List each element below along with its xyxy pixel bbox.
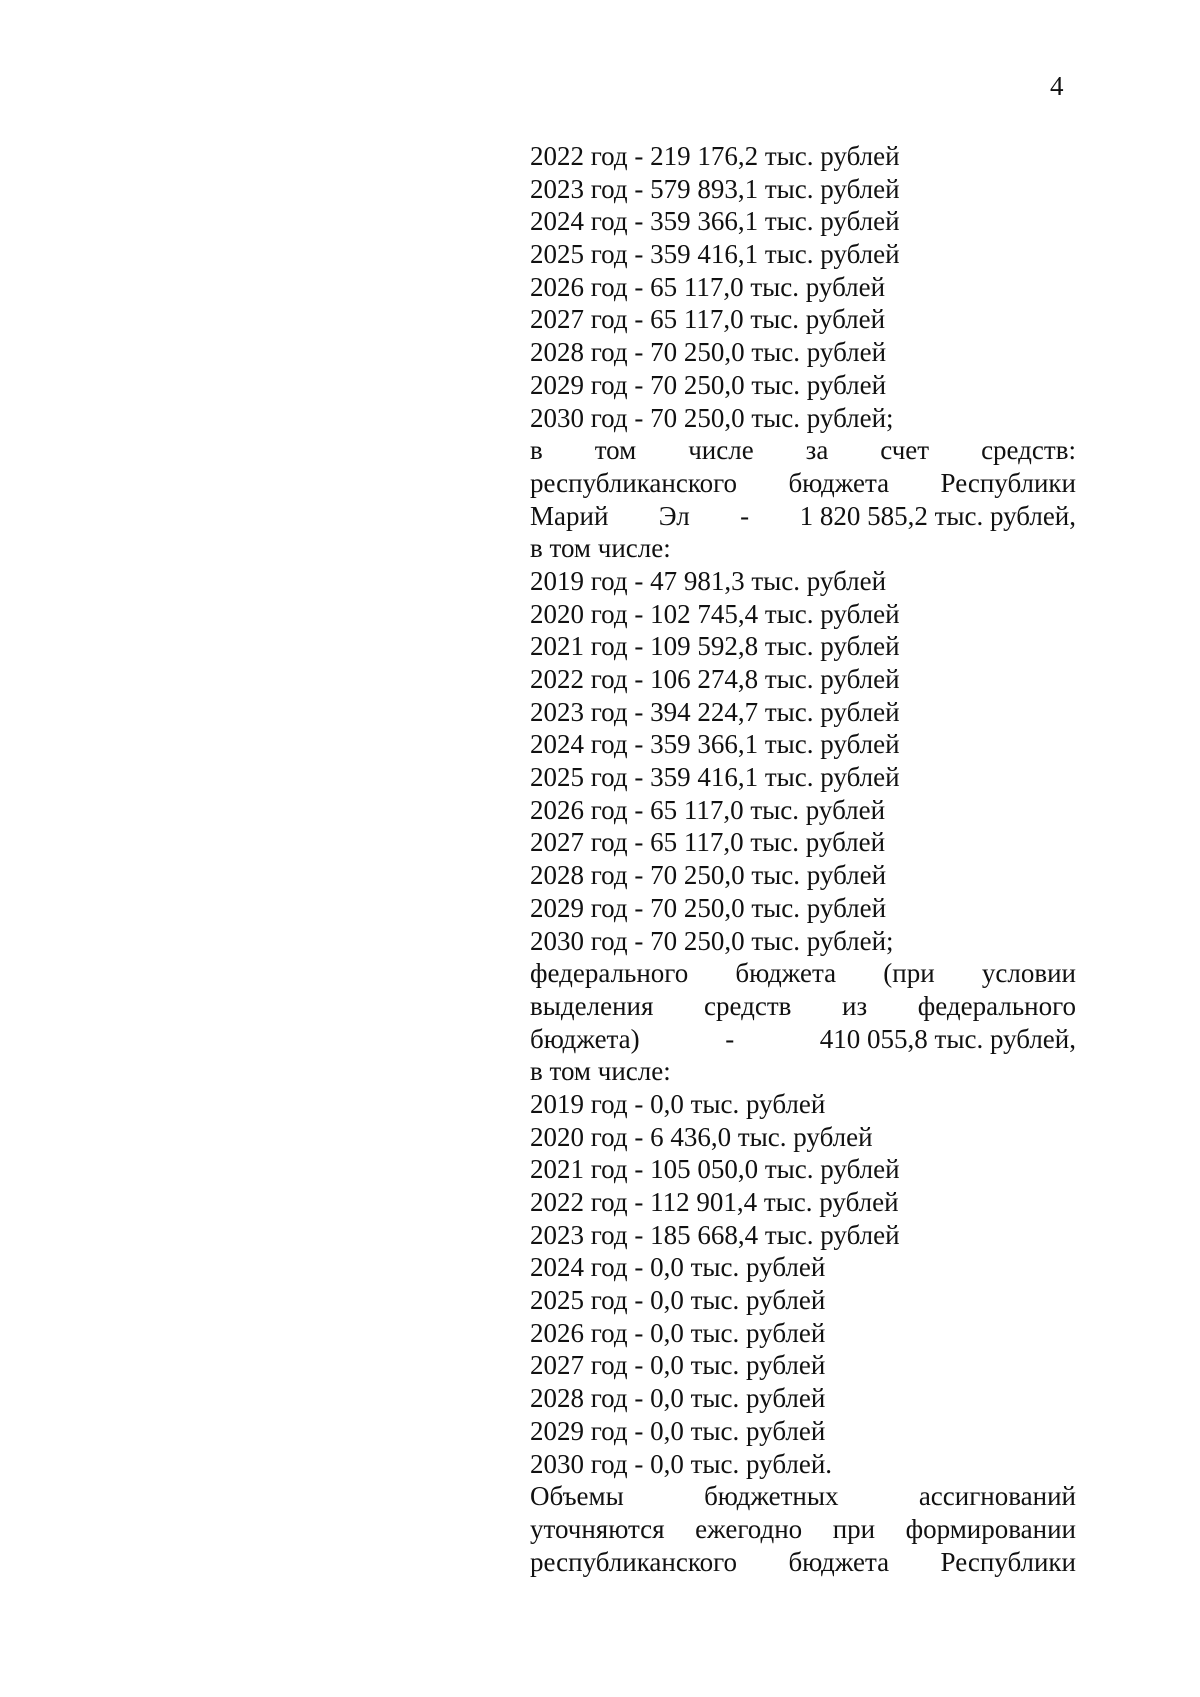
year-line: 2025 год - 0,0 тыс. рублей — [530, 1285, 826, 1316]
year-line: 2019 год - 47 981,3 тыс. рублей — [530, 565, 887, 596]
word: выделения — [530, 990, 654, 1021]
word: Республики — [940, 1546, 1076, 1577]
word: бюджета — [735, 958, 837, 989]
word: республиканского — [530, 467, 737, 498]
year-line: 2022 год - 112 901,4 тыс. рублей — [530, 1187, 899, 1217]
word: Республики — [940, 467, 1076, 498]
federal-total: 410 055,8 тыс. рублей, — [819, 1023, 1076, 1054]
word: Марий — [530, 500, 609, 531]
year-line: 2024 год - 359 366,1 тыс. рублей — [530, 206, 900, 237]
year-line: 2023 год - 579 893,1 тыс. рублей — [530, 173, 900, 204]
regional-heading-line-2 — [530, 500, 1076, 533]
word: федерального — [917, 990, 1076, 1021]
federal-heading-line-1 — [530, 957, 1076, 990]
block-total-years — [530, 140, 1076, 434]
year-line: 2030 год - 70 250,0 тыс. рублей; — [530, 925, 894, 956]
regional-heading-line-3: в том числе: — [530, 533, 671, 564]
year-line: 2027 год - 0,0 тыс. рублей — [530, 1350, 826, 1381]
financing-text — [530, 140, 1076, 1578]
year-line: 2026 год - 0,0 тыс. рублей — [530, 1317, 826, 1348]
word: бюджета — [788, 1546, 890, 1577]
closing-line-2 — [530, 1513, 1076, 1546]
word: бюджета — [788, 467, 890, 498]
year-line: 2030 год - 0,0 тыс. рублей. — [530, 1448, 833, 1479]
year-line: 2026 год - 65 117,0 тыс. рублей — [530, 794, 886, 825]
year-line: 2019 год - 0,0 тыс. рублей — [530, 1088, 826, 1119]
intro-line — [530, 434, 1076, 467]
regional-heading-line-1 — [530, 467, 1076, 500]
word: уточняются — [530, 1513, 665, 1544]
year-line: 2028 год - 70 250,0 тыс. рублей — [530, 337, 887, 368]
year-line: 2024 год - 359 366,1 тыс. рублей — [530, 729, 900, 760]
year-line: 2022 год - 219 176,2 тыс. рублей — [530, 141, 900, 171]
word: из — [842, 990, 868, 1021]
word: ежегодно — [695, 1513, 803, 1544]
year-line: 2023 год - 394 224,7 тыс. рублей — [530, 696, 900, 727]
word: в — [530, 435, 543, 466]
year-line: 2021 год - 105 050,0 тыс. рублей — [530, 1154, 900, 1185]
year-line: 2021 год - 109 592,8 тыс. рублей — [530, 631, 900, 662]
word: - — [740, 500, 750, 531]
year-line: 2027 год - 65 117,0 тыс. рублей — [530, 304, 886, 335]
word: (при — [883, 958, 935, 989]
word: - — [725, 1023, 735, 1054]
word: средств — [704, 990, 792, 1021]
year-line: 2029 год - 70 250,0 тыс. рублей — [530, 369, 887, 400]
word: средств: — [981, 435, 1076, 466]
federal-heading-line-3 — [530, 1023, 1076, 1056]
year-line: 2029 год - 0,0 тыс. рублей — [530, 1415, 826, 1446]
closing-line-1 — [530, 1480, 1076, 1513]
year-line: 2029 год - 70 250,0 тыс. рублей — [530, 892, 887, 923]
word: формировании — [905, 1513, 1076, 1544]
word: за — [805, 435, 829, 466]
year-line: 2027 год - 65 117,0 тыс. рублей — [530, 827, 886, 858]
word: федерального — [530, 958, 689, 989]
year-line: 2030 год - 70 250,0 тыс. рублей; — [530, 402, 894, 433]
regional-total: 1 820 585,2 тыс. рублей, — [799, 500, 1076, 531]
year-line: 2024 год - 0,0 тыс. рублей — [530, 1252, 826, 1283]
word: ассигнований — [918, 1481, 1076, 1512]
year-line: 2025 год - 359 416,1 тыс. рублей — [530, 239, 900, 270]
word: том — [594, 435, 637, 466]
page-number: 4 — [1050, 71, 1064, 101]
word: бюджетных — [704, 1481, 839, 1512]
year-line: 2020 год - 6 436,0 тыс. рублей — [530, 1121, 873, 1152]
federal-budget-block — [530, 957, 1076, 1480]
year-line: 2028 год - 70 250,0 тыс. рублей — [530, 860, 887, 891]
federal-heading-line-2 — [530, 990, 1076, 1023]
year-line: 2026 год - 65 117,0 тыс. рублей — [530, 271, 886, 302]
word: числе — [688, 435, 754, 466]
word: условии — [981, 958, 1076, 989]
word: при — [832, 1513, 876, 1544]
word: счет — [880, 435, 930, 466]
word: бюджета) — [530, 1023, 640, 1054]
year-line: 2022 год - 106 274,8 тыс. рублей — [530, 664, 900, 694]
regional-budget-block — [530, 467, 1076, 957]
year-line: 2023 год - 185 668,4 тыс. рублей — [530, 1219, 900, 1250]
closing-paragraph — [530, 1480, 1076, 1578]
word: Эл — [658, 500, 690, 531]
federal-heading-line-4: в том числе: — [530, 1056, 671, 1087]
year-line: 2025 год - 359 416,1 тыс. рублей — [530, 762, 900, 793]
year-line: 2020 год - 102 745,4 тыс. рублей — [530, 598, 900, 629]
word: Объемы — [530, 1481, 624, 1512]
closing-line-3 — [530, 1546, 1076, 1579]
year-line: 2028 год - 0,0 тыс. рублей — [530, 1383, 826, 1414]
word: республиканского — [530, 1546, 737, 1577]
